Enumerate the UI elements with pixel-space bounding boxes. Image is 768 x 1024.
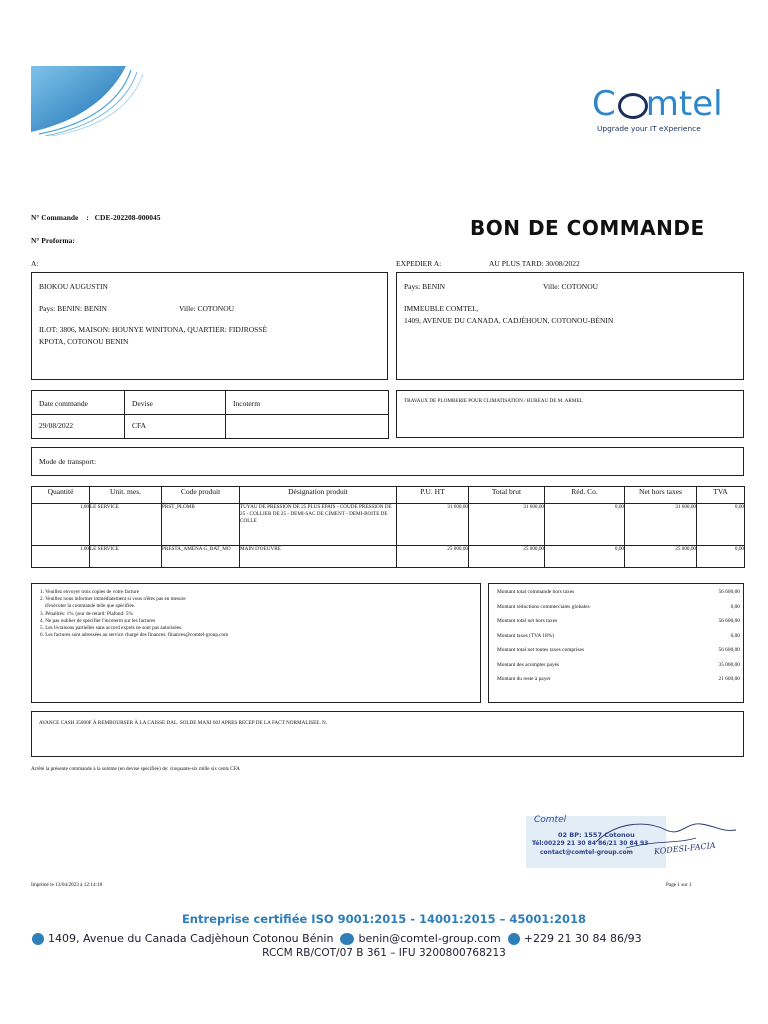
item-tva: 0,00 — [697, 546, 745, 568]
recipient-address-2: KPOTA, COTONOU BENIN — [39, 337, 129, 346]
date-value: 29/08/2022 — [32, 415, 125, 439]
transport-box — [31, 447, 744, 476]
condition-4: 4. Ne pas oublier de spécifier l'incoterm sur les factures — [40, 617, 156, 624]
item-designation: MAIN D'OEUVRE — [240, 546, 397, 568]
item-unit: LE SERVICE — [90, 546, 162, 568]
ship-label: EXPEDIER A: — [396, 259, 442, 268]
recipient-name: BIOKOU AUGUSTIN — [39, 282, 108, 291]
shipping-city: Ville: COTONOU — [543, 282, 599, 291]
date-label: Date commande — [32, 391, 125, 415]
printed-date: Imprimé le 13/04/2023 à 12:14:18 — [31, 882, 103, 888]
proforma: N° Proforma: — [31, 236, 75, 245]
order-description: TRAVAUX DE PLOMBERIE POUR CLIMATISATION / BUREAU DE M. ARMEL — [404, 398, 583, 404]
note-box — [31, 711, 744, 757]
amount-in-words: Arrêté la présente commande à la somme (en devise spécifiée) de: cinquante-six mille six cents CFA — [31, 766, 240, 772]
signature: KODESI-FACIA — [653, 840, 716, 857]
item-net: 25 000,00 — [625, 546, 697, 568]
corner-swoosh-graphic — [31, 66, 146, 136]
item-reduction: 0,00 — [545, 546, 625, 568]
comtel-logo — [592, 84, 752, 144]
location-icon — [32, 933, 44, 945]
item-code: PRST_PLOMB — [162, 504, 240, 546]
deadline: AU PLUS TARD: 30/08/2022 — [489, 259, 580, 268]
order-number-label: N° Commande — [31, 213, 79, 222]
recipient-country: Pays: BENIN: BENIN — [39, 304, 107, 313]
item-qty: 1,00 — [32, 546, 90, 568]
logo-orbit-o — [618, 93, 648, 119]
recipient-city: Ville: COTONOU — [179, 304, 235, 313]
phone-icon — [508, 933, 520, 945]
stamp-line-3: Tél:00229 21 30 84 86/21 30 84 93 — [532, 840, 649, 847]
logo-tagline: Upgrade your IT eXperience — [597, 124, 701, 133]
header-unit-price: P.U. HT — [397, 487, 469, 504]
header-quantity: Quantité — [32, 487, 90, 504]
item-code: PRESTA_AMENA G_BAT_MO — [162, 546, 240, 568]
proforma-label: N° Proforma — [31, 236, 73, 245]
item-gross-total: 31 600,00 — [469, 504, 545, 546]
order-number-value: CDE-202208-000045 — [94, 213, 161, 222]
condition-2: 2. Veuillez nous informer immédiatement si vous n'êtes pas en mesure — [40, 596, 186, 603]
transport-label: Mode de transport: — [39, 457, 97, 466]
document-title: BON DE COMMANDE — [470, 216, 705, 240]
recipient-box — [31, 272, 388, 380]
total-row: Montant total commande hors taxes 56 600,00 — [497, 589, 740, 595]
header-unit: Unit. mes. — [90, 487, 162, 504]
item-tva: 0,00 — [697, 504, 745, 546]
certification-line: Entreprise certifiée ISO 9001:2015 - 14001:2015 – 45001:2018 — [181, 912, 587, 926]
incoterm-value — [226, 415, 389, 439]
total-row: Montant du reste à payer 21 600,00 — [497, 676, 740, 682]
item-unit: LE SERVICE — [90, 504, 162, 546]
footer-address: 1409, Avenue du Canada Cadjèhoun Cotonou Bénin — [48, 932, 334, 945]
recipient-address-1: ILOT: 3806, MAISON: HOUNYE WINITONA, QUARTIER: FIDJROSSÈ — [39, 325, 268, 334]
item-net: 31 600,00 — [625, 504, 697, 546]
condition-2-cont: d'exécuter la commande telle que spécifiée. — [45, 603, 136, 610]
header-designation: Désignation produit — [240, 487, 397, 504]
to-label: A: — [31, 259, 39, 268]
item-qty: 1,00 — [32, 504, 90, 546]
table-row — [32, 546, 745, 568]
shipping-country: Pays: BENIN — [404, 282, 446, 291]
condition-6: 6. Les factures sont adressées au service chargé des finances: finances@comtel-group.com — [40, 632, 229, 639]
footer-phone: +229 21 30 84 86/93 — [523, 932, 642, 945]
total-row: Montant des acomptes payés 35 000,00 — [497, 661, 740, 668]
items-table — [31, 486, 745, 568]
header-reduction: Réd. Co. — [545, 487, 625, 504]
condition-5: 5. Les livraisons partielles sans accord exprès ne sont pas autorisées. — [40, 625, 183, 632]
logo-letter-c: C — [592, 84, 616, 124]
condition-3: 3. Pénalités: 1% /jour de retard: Plafond: 5% — [40, 610, 133, 617]
stamp-line-4: contact@comtel-group.com — [540, 849, 633, 856]
email-icon — [340, 933, 354, 945]
shipping-line-2: 1409, AVENUE DU CANADA, CADJÈHOUN, COTONOU-BÉNIN — [404, 316, 614, 325]
order-number — [31, 213, 160, 222]
item-designation: TUYAU DE PRESSION DE 25 PLUS ÉPAIS - COUDE PRESSION DE 25 - COLLIER DE 25 - DEMI-SAC DE CIMENT - DEMI-BOITE DE COLLE — [240, 504, 397, 546]
total-row: Montant réductions commerciales globales 0,00 — [497, 603, 740, 610]
totals-box — [488, 583, 744, 703]
header-gross-total: Total brut — [469, 487, 545, 504]
total-row: Montant taxes (TVA 18%) 0,00 — [497, 632, 740, 639]
page-number: Page 1 sur 1 — [666, 882, 692, 888]
item-gross-total: 25 000,00 — [469, 546, 545, 568]
incoterm-label: Incoterm — [226, 391, 389, 415]
item-unit-price: 25 000,00 — [397, 546, 469, 568]
order-number-sep: : — [86, 213, 89, 222]
order-info-table — [31, 390, 389, 439]
shipping-box — [396, 272, 744, 380]
shipping-line-1: IMMEUBLE COMTEL, — [404, 304, 479, 313]
stamp-line-2: 02 BP: 1557 Cotonou — [558, 831, 635, 839]
items-header-row — [32, 487, 745, 504]
description-box — [396, 390, 744, 438]
item-reduction: 0,00 — [545, 504, 625, 546]
header-code: Code produit — [162, 487, 240, 504]
contact-line — [32, 932, 762, 945]
header-net: Net hors taxes — [625, 487, 697, 504]
conditions-box — [31, 583, 481, 703]
footer-email: benin@comtel-group.com — [358, 932, 501, 945]
logo-letters: mtel — [645, 84, 723, 124]
stamp-line-1: Comtel — [534, 815, 567, 825]
payment-note: AVANCE CASH 35000F À REMBOURSER À LA CAISSE DAL. SOLDE MAXI 60J APRES RECEP DE LA FACT NORMALISEE. N. — [39, 720, 328, 726]
condition-1: 1. Veuillez envoyer trois copies de votre facture — [40, 589, 140, 595]
currency-value: CFA — [125, 415, 226, 439]
currency-label: Devise — [125, 391, 226, 415]
company-stamp — [526, 812, 746, 868]
total-row: Montant total net toutes taxes comprises 56 600,00 — [497, 647, 740, 653]
header-tva: TVA — [697, 487, 745, 504]
total-row: Montant total net hors taxes 56 600,00 — [497, 618, 740, 624]
registry-line: RCCM RB/COT/07 B 361 – IFU 3200800768213 — [262, 947, 506, 959]
item-unit-price: 31 600,00 — [397, 504, 469, 546]
table-row — [32, 504, 745, 546]
